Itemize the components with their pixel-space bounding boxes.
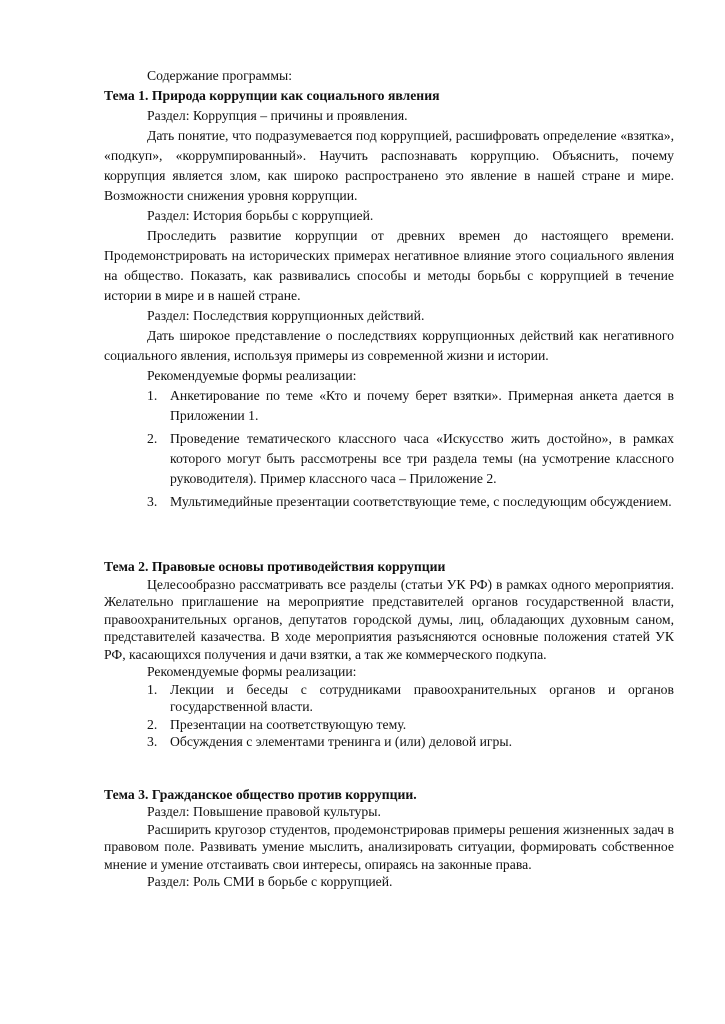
list-item-number: 1.: [147, 681, 158, 697]
list-item-number: 2.: [147, 716, 158, 732]
topic-3-heading: Тема 3. Гражданское общество против коррупции.: [104, 786, 417, 802]
topic-2-forms-label: Рекомендуемые формы реализации:: [147, 664, 357, 679]
list-item: [147, 492, 674, 512]
list-item-text: Лекции и беседы с сотрудниками правоохранительных органов и органов государственной власти.: [170, 681, 674, 714]
document-page: [104, 66, 674, 891]
topic-1-section-causes: Раздел: Коррупция – причины и проявления.: [147, 108, 408, 123]
list-item-text: Мультимедийные презентации соответствующие теме, с последующим обсуждением.: [170, 494, 672, 509]
list-item-text: Проведение тематического классного часа «Искусство жить достойно», в рамках которого могут быть рассмотрены все три раздела темы (на усмотрение классного руководителя). Пример классного часа – Приложение 2.: [170, 431, 674, 486]
topic-3-paragraph-outlook: Расширить кругозор студентов, продемонстрировав примеры решения жизненных задач в правовом поле. Развивать умение мыслить, анализировать ситуации, формировать собственное мнение и умение отстаивать свои интересы, опираясь на законные права.: [104, 821, 674, 872]
list-item-number: 1.: [147, 388, 158, 403]
topic-1-paragraph-consequences: Дать широкое представление о последствиях коррупционных действий как негативного социального явления, используя примеры из современной жизни и истории.: [104, 328, 674, 363]
topic-1-heading: Тема 1. Природа коррупции как социального явления: [104, 88, 440, 103]
topic-1-paragraph-history: Проследить развитие коррупции от древних времен до настоящего времени. Продемонстрировать на исторических примерах негативное влияние этого социального явления на общество. Показать, как развивались способы и методы борьбы с коррупцией в течение истории в мире и в нашей стране.: [104, 228, 674, 303]
list-item: [147, 386, 674, 426]
topic-2-paragraph-legal: Целесообразно рассматривать все разделы (статьи УК РФ) в рамках одного мероприятия. Желательно приглашение на мероприятие представителей органов государственной власти, правоохранительных органов, депутатов городской думы, лиц, обладающих духовным саном, представителей казачества. В ходе мероприятия разъясняются основные положения статей УК РФ, касающихся получения и дачи взятки, а так же коммерческого подкупа.: [104, 576, 674, 662]
list-item-text: Анкетирование по теме «Кто и почему берет взятки». Примерная анкета дается в Приложении 1.: [170, 388, 674, 423]
topic-1-section-history: Раздел: История борьбы с коррупцией.: [147, 208, 374, 223]
topic-1-section-consequences: Раздел: Последствия коррупционных действий.: [147, 308, 425, 323]
list-item-number: 3.: [147, 494, 158, 509]
topic-2-heading: Тема 2. Правовые основы противодействия коррупции: [104, 559, 446, 574]
topic-1-section: [104, 86, 674, 512]
topic-2-forms-list: [104, 681, 674, 751]
program-contents-intro: Содержание программы:: [147, 68, 293, 83]
topic-3-section: [104, 786, 674, 891]
topic-1-paragraph-definition: Дать понятие, что подразумевается под коррупцией, расшифровать определение «взятка», «подкуп», «коррумпированный». Научить распознавать коррупцию. Объяснить, почему коррупция является злом, как широко распространено это явление в нашей стране и мире. Возможности снижения уровня коррупции.: [104, 128, 674, 203]
topic-3-section-media: Раздел: Роль СМИ в борьбе с коррупцией.: [147, 874, 393, 889]
list-item-text: Обсуждения с элементами тренинга и (или) деловой игры.: [170, 734, 512, 749]
list-item: [147, 429, 674, 489]
list-item-text: Презентации на соответствующую тему.: [170, 716, 407, 732]
list-item: [147, 716, 674, 734]
topic-1-forms-label: Рекомендуемые формы реализации:: [147, 368, 357, 383]
list-item: [147, 681, 674, 716]
list-item-number: 3.: [147, 734, 158, 749]
topic-1-forms-list: [104, 386, 674, 512]
topic-2-section: [104, 558, 674, 751]
topic-3-section-legal-culture: Раздел: Повышение правовой культуры.: [147, 804, 381, 819]
list-item-number: 2.: [147, 431, 158, 446]
list-item: [147, 733, 674, 751]
